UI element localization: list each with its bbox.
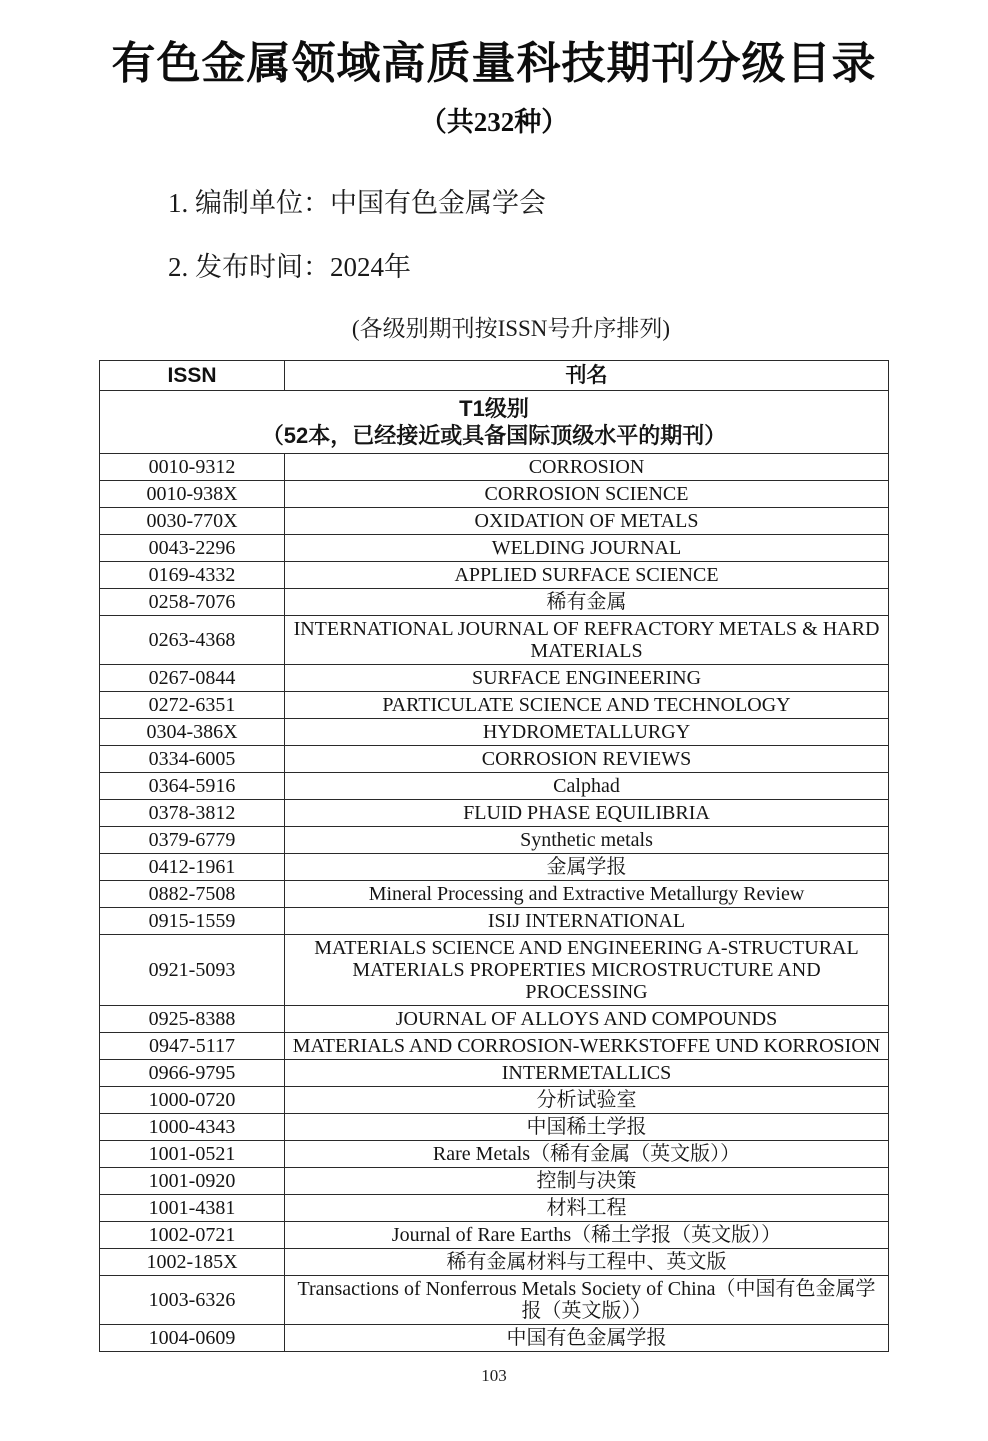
table-row bbox=[100, 454, 889, 481]
page-number: 103 bbox=[481, 1366, 507, 1385]
page-title: 有色金属领域高质量科技期刊分级目录 bbox=[111, 39, 877, 88]
issn-cell: 0966-9795 bbox=[100, 1060, 285, 1087]
issn-cell: 0379-6779 bbox=[100, 827, 285, 854]
table-row bbox=[100, 773, 889, 800]
table-row bbox=[100, 665, 889, 692]
journal-name-cell: 中国有色金属学报 bbox=[285, 1325, 889, 1352]
issn-cell: 1004-0609 bbox=[100, 1325, 285, 1352]
table-row bbox=[100, 719, 889, 746]
table-row bbox=[100, 881, 889, 908]
journal-name-cell: 控制与决策 bbox=[285, 1168, 889, 1195]
table-row bbox=[100, 535, 889, 562]
issn-cell: 0272-6351 bbox=[100, 692, 285, 719]
table-row bbox=[100, 589, 889, 616]
journal-name-cell: WELDING JOURNAL bbox=[285, 535, 889, 562]
page-subtitle: （共232种） bbox=[419, 107, 569, 137]
issn-cell: 1001-0521 bbox=[100, 1141, 285, 1168]
journal-name-cell: Mineral Processing and Extractive Metallurgy Review bbox=[285, 881, 889, 908]
table-row bbox=[100, 1141, 889, 1168]
journal-name-cell: CORROSION bbox=[285, 454, 889, 481]
column-header-journal-name: 刊名 bbox=[285, 361, 889, 391]
journal-name-cell: Synthetic metals bbox=[285, 827, 889, 854]
issn-cell: 0921-5093 bbox=[100, 935, 285, 1006]
issn-cell: 0947-5117 bbox=[100, 1033, 285, 1060]
journal-name-cell: 分析试验室 bbox=[285, 1087, 889, 1114]
tier-section-row bbox=[100, 391, 889, 454]
column-header-issn: ISSN bbox=[100, 361, 285, 391]
sort-order-note: (各级别期刊按ISSN号升序排列) bbox=[351, 316, 671, 341]
issn-cell: 0915-1559 bbox=[100, 908, 285, 935]
journal-name-cell: CORROSION REVIEWS bbox=[285, 746, 889, 773]
journal-name-cell: 中国稀土学报 bbox=[285, 1114, 889, 1141]
issn-cell: 1001-4381 bbox=[100, 1195, 285, 1222]
journal-name-cell: PARTICULATE SCIENCE AND TECHNOLOGY bbox=[285, 692, 889, 719]
table-row bbox=[100, 1249, 889, 1276]
journal-name-cell: Rare Metals（稀有金属（英文版）） bbox=[285, 1141, 889, 1168]
journal-name-cell: Journal of Rare Earths（稀土学报（英文版）） bbox=[285, 1222, 889, 1249]
table-row bbox=[100, 692, 889, 719]
table-row bbox=[100, 1222, 889, 1249]
journal-name-cell: 稀有金属 bbox=[285, 589, 889, 616]
table-row bbox=[100, 1087, 889, 1114]
journal-name-cell: MATERIALS AND CORROSION-WERKSTOFFE UND KORROSION bbox=[285, 1033, 889, 1060]
meta-list bbox=[168, 186, 988, 284]
issn-cell: 0258-7076 bbox=[100, 589, 285, 616]
table-row bbox=[100, 1195, 889, 1222]
issn-cell: 0043-2296 bbox=[100, 535, 285, 562]
issn-cell: 0030-770X bbox=[100, 508, 285, 535]
table-row bbox=[100, 1006, 889, 1033]
table-row bbox=[100, 908, 889, 935]
issn-cell: 0169-4332 bbox=[100, 562, 285, 589]
tier-title: T1级别 bbox=[459, 396, 529, 421]
issn-cell: 0010-938X bbox=[100, 481, 285, 508]
table-row bbox=[100, 1325, 889, 1352]
table-row bbox=[100, 508, 889, 535]
journal-name-cell: 稀有金属材料与工程中、英文版 bbox=[285, 1249, 889, 1276]
issn-cell: 1001-0920 bbox=[100, 1168, 285, 1195]
table-row bbox=[100, 1114, 889, 1141]
journal-name-cell: INTERMETALLICS bbox=[285, 1060, 889, 1087]
journal-name-cell: JOURNAL OF ALLOYS AND COMPOUNDS bbox=[285, 1006, 889, 1033]
tier-section-cell bbox=[100, 391, 889, 454]
journal-name-cell: 金属学报 bbox=[285, 854, 889, 881]
issn-cell: 1002-185X bbox=[100, 1249, 285, 1276]
meta-item-compiler: 1. 编制单位：中国有色金属学会 bbox=[168, 188, 546, 218]
journal-name-cell: SURFACE ENGINEERING bbox=[285, 665, 889, 692]
table-row bbox=[100, 1033, 889, 1060]
journal-name-cell: OXIDATION OF METALS bbox=[285, 508, 889, 535]
table-row bbox=[100, 1060, 889, 1087]
issn-cell: 1002-0721 bbox=[100, 1222, 285, 1249]
table-row bbox=[100, 1276, 889, 1325]
table-row bbox=[100, 827, 889, 854]
issn-cell: 1003-6326 bbox=[100, 1276, 285, 1325]
table-row bbox=[100, 1168, 889, 1195]
tier-subtitle: （52本，已经接近或具备国际顶级水平的期刊） bbox=[261, 423, 727, 448]
table-row bbox=[100, 854, 889, 881]
issn-cell: 0263-4368 bbox=[100, 616, 285, 665]
issn-cell: 0378-3812 bbox=[100, 800, 285, 827]
table-row bbox=[100, 746, 889, 773]
issn-cell: 0334-6005 bbox=[100, 746, 285, 773]
journal-name-cell: Calphad bbox=[285, 773, 889, 800]
issn-cell: 0267-0844 bbox=[100, 665, 285, 692]
journal-name-cell: CORROSION SCIENCE bbox=[285, 481, 889, 508]
issn-cell: 1000-4343 bbox=[100, 1114, 285, 1141]
meta-item-publish-date: 2. 发布时间：2024年 bbox=[168, 252, 411, 282]
table-row bbox=[100, 935, 889, 1006]
table-row bbox=[100, 481, 889, 508]
issn-cell: 0412-1961 bbox=[100, 854, 285, 881]
issn-cell: 0882-7508 bbox=[100, 881, 285, 908]
journal-name-cell: APPLIED SURFACE SCIENCE bbox=[285, 562, 889, 589]
issn-cell: 0304-386X bbox=[100, 719, 285, 746]
journal-name-cell: Transactions of Nonferrous Metals Society of China（中国有色金属学报（英文版）） bbox=[285, 1276, 889, 1325]
journal-name-cell: 材料工程 bbox=[285, 1195, 889, 1222]
table-row bbox=[100, 800, 889, 827]
table-header-row bbox=[100, 361, 889, 391]
issn-cell: 0925-8388 bbox=[100, 1006, 285, 1033]
issn-cell: 0364-5916 bbox=[100, 773, 285, 800]
issn-cell: 0010-9312 bbox=[100, 454, 285, 481]
journal-name-cell: HYDROMETALLURGY bbox=[285, 719, 889, 746]
journal-table bbox=[99, 360, 889, 1352]
table-row bbox=[100, 562, 889, 589]
issn-cell: 1000-0720 bbox=[100, 1087, 285, 1114]
journal-name-cell: FLUID PHASE EQUILIBRIA bbox=[285, 800, 889, 827]
table-row bbox=[100, 616, 889, 665]
journal-name-cell: INTERNATIONAL JOURNAL OF REFRACTORY METALS & HARD MATERIALS bbox=[285, 616, 889, 665]
journal-name-cell: MATERIALS SCIENCE AND ENGINEERING A-STRUCTURAL MATERIALS PROPERTIES MICROSTRUCTURE AND PROCESSING bbox=[285, 935, 889, 1006]
journal-name-cell: ISIJ INTERNATIONAL bbox=[285, 908, 889, 935]
